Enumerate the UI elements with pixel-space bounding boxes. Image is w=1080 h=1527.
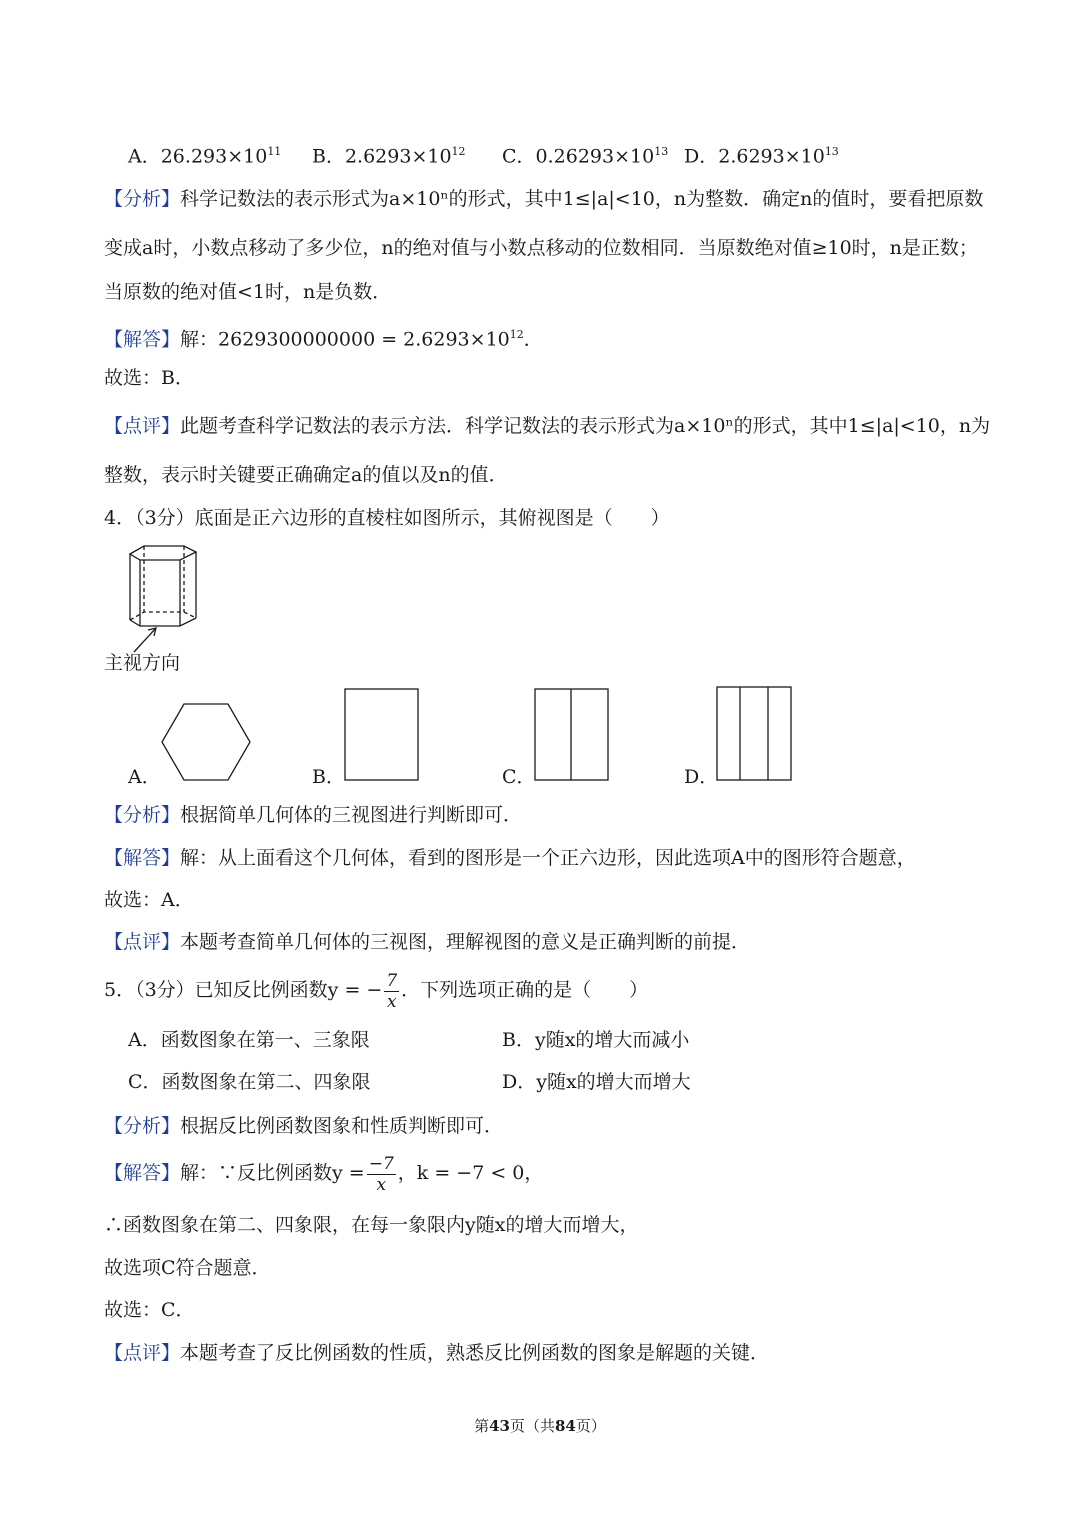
q5-solution-line3: 故选项C符合题意． — [104, 1257, 271, 1279]
q4-choice: 故选：A． — [104, 889, 194, 911]
q5-analysis: 【分析】根据反比例函数图象和性质判断即可． — [104, 1115, 504, 1137]
q5-option-b: B．y随x的增大而减小 — [502, 1029, 690, 1051]
hexagonal-prism-figure — [120, 540, 210, 640]
q5-option-d: D．y随x的增大而增大 — [502, 1071, 691, 1093]
rectangle-option-b — [344, 688, 420, 782]
q3-review-line2: 整数，表示时关键要正确确定a的值以及n的值． — [104, 464, 508, 486]
q5-option-a: A．函数图象在第一、三象限 — [128, 1029, 370, 1051]
hexagon-option-a — [160, 702, 252, 782]
page-footer: 第43页（共84页） — [474, 1417, 606, 1435]
q4-analysis: 【分析】根据简单几何体的三视图进行判断即可． — [104, 804, 523, 826]
rectangle-split-option-c — [534, 688, 610, 782]
q3-analysis-line2: 变成a时，小数点移动了多少位，n的绝对值与小数点移动的位数相同．当原数绝对值≥10时，n是正数； — [104, 237, 978, 259]
q4-solution: 【解答】解：从上面看这个几何体，看到的图形是一个正六边形，因此选项A中的图形符合题意， — [104, 847, 916, 869]
q4-option-a-label: A． — [128, 766, 161, 788]
q5-solution-fraction: $\frac{-7}{x}$ — [368, 1153, 394, 1195]
q3-analysis-line3: 当原数的绝对值<1时，n是负数． — [104, 281, 392, 303]
q4-option-d-label: D． — [684, 766, 719, 788]
q4-option-c-label: C． — [502, 766, 536, 788]
q3-option-b: B．$2.6293\times 10^{12}$ — [312, 145, 466, 168]
q3-solution: 【解答】解：$2629300000000 = 2.6293\times 10^{12}$． — [104, 328, 543, 351]
q5-solution-line2: ∴函数图象在第二、四象限，在每一象限内y随x的增大而增大， — [104, 1214, 639, 1236]
q5-review: 【点评】本题考查了反比例函数的性质，熟悉反比例函数的图象是解题的关键． — [104, 1342, 770, 1364]
rectangle-three-part-option-d — [716, 686, 794, 782]
q4-stem: 4．（3分）底面是正六边形的直棱柱如图所示，其俯视图是（ ） — [104, 507, 670, 529]
q3-analysis-line1: 【分析】科学记数法的表示形式为a×10ⁿ的形式，其中1≤|a|<10，n为整数．确定n的值时，要看把原数 — [104, 188, 984, 210]
q4-option-b-label: B． — [312, 766, 345, 788]
q4-figure-caption: 主视方向 — [104, 652, 181, 674]
q5-stem: 5．（3分）已知反比例函数y = − $\frac{7}{x}$ ．下列选项正确的是（ ） — [104, 970, 649, 1012]
q5-solution: 【解答】解：∵反比例函数y = $\frac{-7}{x}$ ，k = −7 < 0， — [104, 1153, 544, 1195]
q3-choice: 故选：B． — [104, 367, 194, 389]
q3-option-a: A．$26.293\times 10^{11}$ — [128, 145, 282, 168]
q5-fraction: $\frac{7}{x}$ — [386, 970, 398, 1012]
q4-review: 【点评】本题考查简单几何体的三视图，理解视图的意义是正确判断的前提． — [104, 931, 751, 953]
q3-option-d: D．$2.6293\times 10^{13}$ — [684, 145, 839, 168]
q3-review-line1: 【点评】此题考查科学记数法的表示方法．科学记数法的表示形式为a×10ⁿ的形式，其中1≤|a|<10，n为 — [104, 415, 991, 437]
q3-option-c: C．$0.26293\times 10^{13}$ — [502, 145, 669, 168]
q5-option-c: C．函数图象在第二、四象限 — [128, 1071, 371, 1093]
q5-choice: 故选：C． — [104, 1299, 195, 1321]
